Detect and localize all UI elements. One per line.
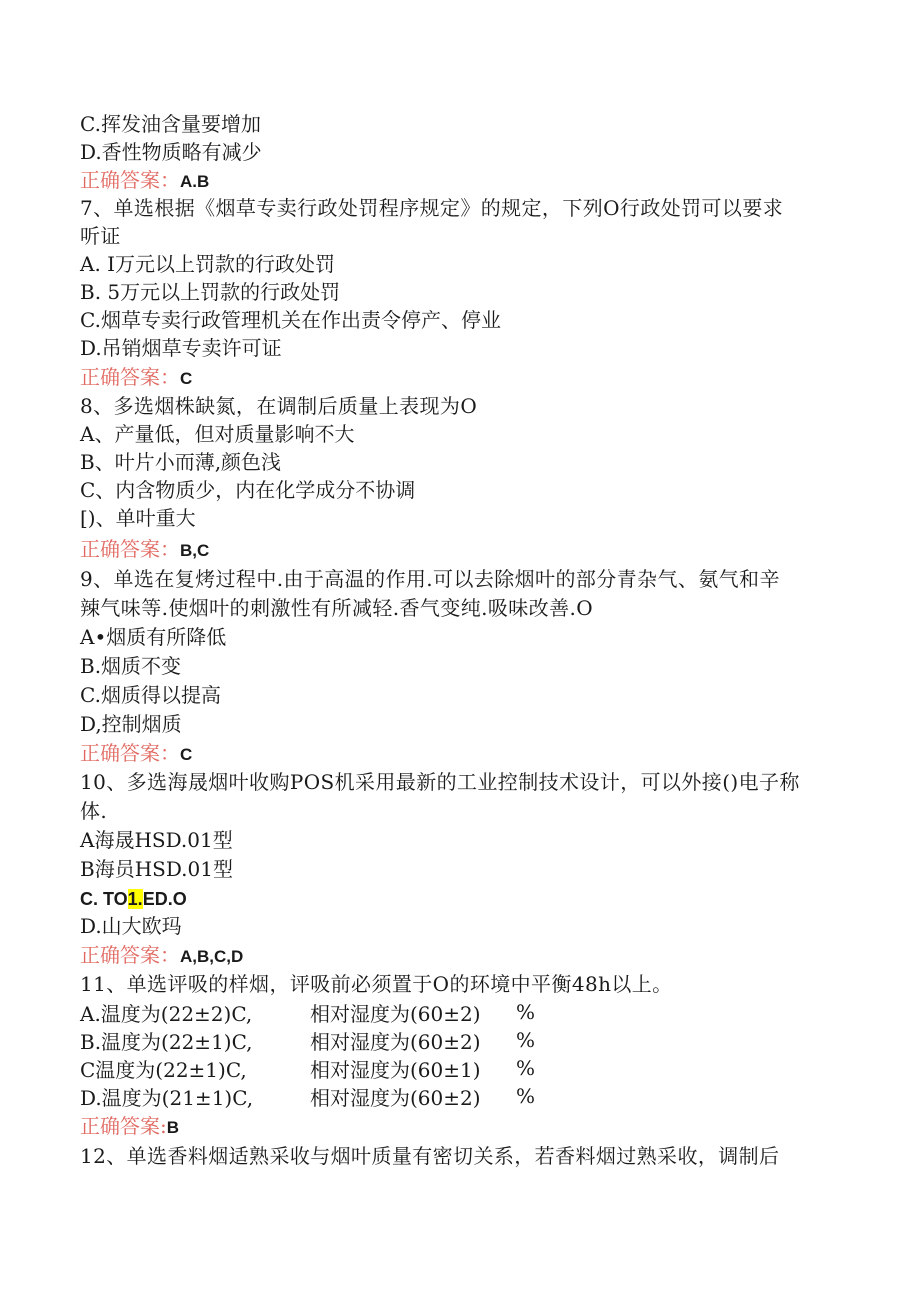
- option-c-temp: C温度为(22±1)C,: [80, 1058, 247, 1082]
- question-10-text: 10、多选海晟烟叶收购POS机采用最新的工业控制技术设计，可以外接()电子称: [80, 770, 800, 794]
- question-9-text: 9、单选在复烤过程中.由于高温的作用.可以去除烟叶的部分青杂气、氨气和辛: [80, 567, 780, 591]
- question-10-text-cont: 体.: [80, 799, 108, 823]
- answer-value: A.B: [180, 172, 210, 191]
- option-b: B、叶片小而薄,颜色浅: [80, 450, 282, 474]
- answer-label: 正确答案：: [80, 943, 180, 967]
- option-d-humidity: 相对湿度为(60±2): [310, 1086, 481, 1110]
- question-12-text: 12、单选香料烟适熟采收与烟叶质量有密切关系，若香料烟过熟采收，调制后: [80, 1144, 780, 1168]
- option-a: A海晟HSD.01型: [80, 828, 233, 852]
- option-b: B.烟质不变: [80, 654, 182, 678]
- option-c-suffix: ED.O: [142, 889, 187, 909]
- question-9-text-cont: 辣气味等.使烟叶的刺激性有所减轻.香气变纯.吸味改善.O: [80, 596, 594, 620]
- option-c: C.烟质得以提高: [80, 683, 221, 707]
- option-b: B. 5万元以上罚款的行政处罚: [80, 280, 341, 304]
- option-c: C.烟草专卖行政管理机关在作出责令停产、停业: [80, 308, 501, 332]
- option-b-unit: %: [516, 1028, 536, 1052]
- answer-value: B,C: [180, 541, 210, 560]
- answer-label: 正确答案：: [80, 741, 180, 765]
- question-11-text: 11、单选评吸的样烟，评吸前必须置于O的环境中平衡48h以上。: [80, 972, 673, 996]
- option-d-unit: %: [516, 1084, 536, 1108]
- option-b: B海员HSD.01型: [80, 857, 233, 881]
- option-c: C.挥发油含量要增加: [80, 112, 261, 136]
- option-b-temp: B.温度为(22±1)C,: [80, 1030, 253, 1054]
- highlighted-text: 1.: [127, 889, 143, 909]
- answer-line: [80, 941, 243, 971]
- answer-label: 正确答案:: [80, 1114, 167, 1138]
- option-d: D.香性物质略有减少: [80, 140, 262, 164]
- option-c-prefix: C. TO: [80, 889, 128, 909]
- option-b-humidity: 相对湿度为(60±2): [310, 1030, 481, 1054]
- option-c-humidity: 相对湿度为(60±1): [310, 1058, 481, 1082]
- answer-label: 正确答案：: [80, 365, 180, 389]
- option-c-unit: %: [516, 1056, 536, 1080]
- answer-label: 正确答案：: [80, 168, 180, 192]
- answer-value: C: [180, 369, 193, 388]
- option-a: A. I万元以上罚款的行政处罚: [80, 252, 336, 276]
- answer-line: [80, 166, 209, 196]
- answer-value: B: [166, 1118, 180, 1137]
- answer-value: C: [180, 745, 193, 764]
- answer-line: [80, 535, 209, 565]
- option-c: C、内含物质少，内在化学成分不协调: [80, 478, 416, 502]
- option-a-temp: A.温度为(22±2)C,: [80, 1002, 253, 1026]
- option-d: D,控制烟质: [80, 712, 182, 736]
- answer-line: [80, 739, 192, 769]
- answer-line: [80, 363, 192, 393]
- answer-value: A,B,C,D: [180, 947, 244, 966]
- question-8-text: 8、多选烟株缺氮，在调制后质量上表现为O: [80, 394, 478, 418]
- option-c: [80, 884, 187, 913]
- option-d: D.山大欧玛: [80, 914, 182, 938]
- option-d-temp: D.温度为(21±1)C,: [80, 1086, 254, 1110]
- option-d: D.吊销烟草专卖许可证: [80, 336, 282, 360]
- answer-label: 正确答案：: [80, 537, 180, 561]
- option-a: A、产量低，但对质量影响不大: [80, 422, 355, 446]
- option-a-humidity: 相对湿度为(60±2): [310, 1002, 481, 1026]
- question-7-text: 7、单选根据《烟草专卖行政处罚程序规定》的规定，下列O行政处罚可以要求: [80, 196, 784, 220]
- option-a-unit: %: [516, 1000, 536, 1024]
- option-a: A•烟质有所降低: [80, 625, 227, 649]
- option-d: [)、单叶重大: [80, 506, 196, 530]
- question-7-text-cont: 听证: [80, 224, 121, 248]
- answer-line: [80, 1112, 179, 1142]
